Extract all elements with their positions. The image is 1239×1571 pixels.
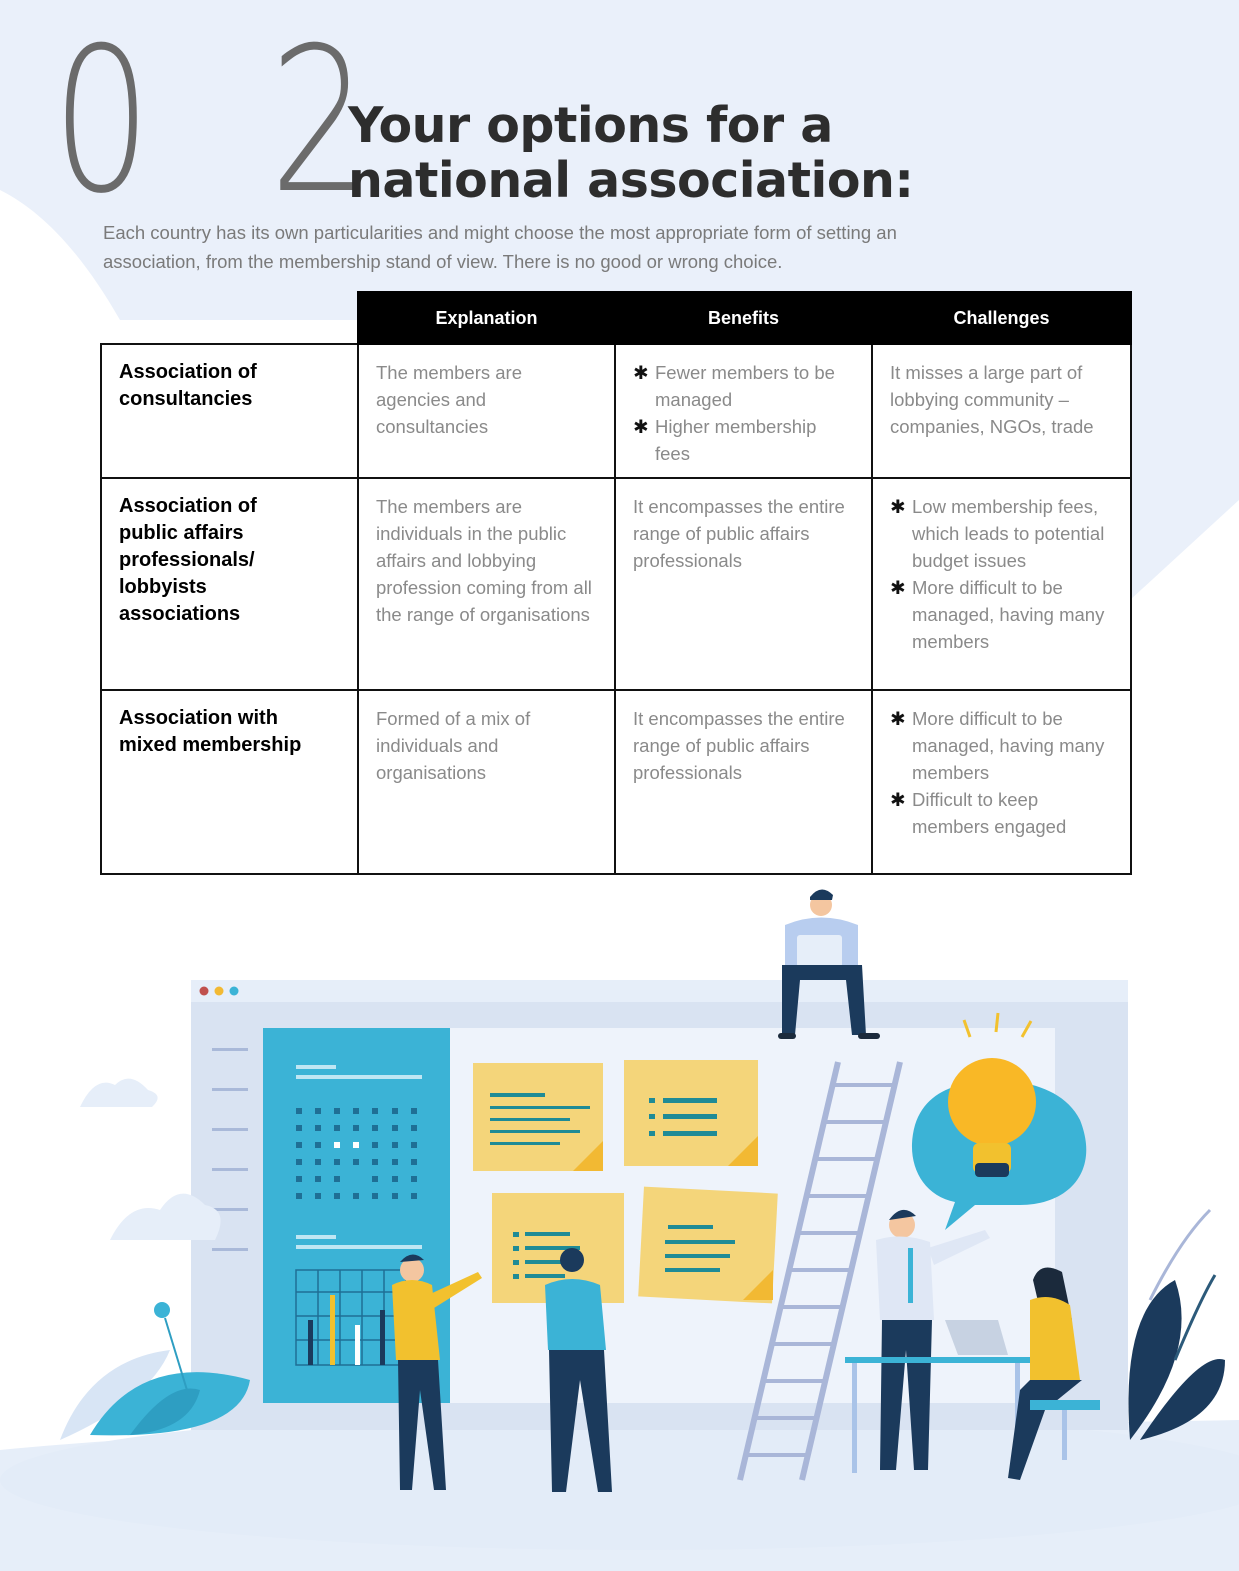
title-line-2: national association: (348, 152, 914, 209)
teamwork-illustration (0, 880, 1239, 1571)
cell-benefits: It encompasses the entire range of public affairs professionals (615, 478, 872, 690)
asterisk-icon: ✱ (633, 416, 649, 437)
intro-paragraph: Each country has its own particularities and might choose the most appropriate form of setting an association, from the membership stand of view. There is no good or wrong choice. (103, 222, 897, 272)
header-blank (101, 292, 358, 344)
cell-explanation: Formed of a mix of individuals and organisations (358, 690, 615, 874)
asterisk-icon: ✱ (633, 362, 649, 383)
list-item: ✱ Higher membership fees (633, 413, 855, 467)
list-item: ✱ Fewer members to be managed (633, 359, 855, 413)
row-name-mixed: Association with mixed membership (101, 690, 358, 874)
asterisk-icon: ✱ (890, 496, 906, 517)
cell-explanation: The members are individuals in the public affairs and lobbying profession coming from all the range of organisations (358, 478, 615, 690)
cell-explanation: The members are agencies and consultancies (358, 344, 615, 478)
header-explanation: Explanation (358, 292, 615, 344)
table-header-row (101, 292, 1131, 344)
list-item: ✱ More difficult to be managed, having many members (890, 574, 1114, 655)
section-number: 0 2 (52, 5, 404, 238)
table-row (101, 690, 1131, 874)
options-table (100, 291, 1132, 875)
table-row (101, 478, 1131, 690)
list-item: ✱ More difficult to be managed, having many members (890, 705, 1114, 786)
asterisk-icon: ✱ (890, 789, 906, 810)
list-item: ✱ Low membership fees, which leads to potential budget issues (890, 493, 1114, 574)
asterisk-icon: ✱ (890, 577, 906, 598)
list-item: ✱ Difficult to keep members engaged (890, 786, 1114, 840)
cell-challenges: It misses a large part of lobbying community – companies, NGOs, trade (872, 344, 1131, 478)
table-row (101, 344, 1131, 478)
header-challenges: Challenges (872, 292, 1131, 344)
cell-benefits: It encompasses the entire range of public affairs professionals (615, 690, 872, 874)
header-benefits: Benefits (615, 292, 872, 344)
cell-benefits (615, 344, 872, 478)
page-title (348, 98, 913, 208)
title-line-1: Your options for a (348, 97, 833, 154)
cell-challenges (872, 478, 1131, 690)
row-name-consultancies: Association of consultancies (101, 344, 358, 478)
row-name-public-affairs: Association of public affairs professionals/ lobbyists associations (101, 478, 358, 690)
asterisk-icon: ✱ (890, 708, 906, 729)
cell-challenges (872, 690, 1131, 874)
